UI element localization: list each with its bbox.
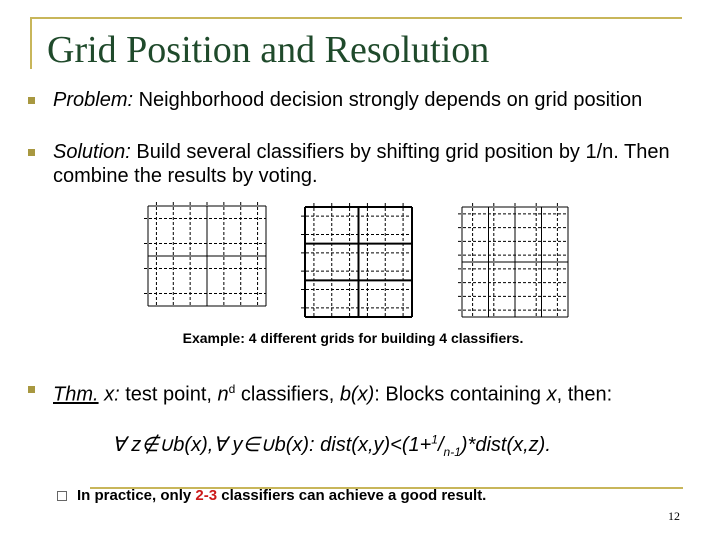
theorem-formula bbox=[112, 432, 551, 459]
formula-sub: n-1 bbox=[443, 445, 461, 459]
sub-bullet-text bbox=[77, 487, 486, 504]
sub-bullet-icon bbox=[57, 491, 67, 501]
theorem-n: n bbox=[217, 383, 229, 406]
formula-slash: / bbox=[437, 434, 444, 456]
sub-bullet-highlight: 2-3 bbox=[195, 487, 218, 504]
sub-bullet-part: In practice, only bbox=[77, 487, 196, 504]
grid-diagram-3 bbox=[458, 203, 568, 317]
theorem-d: d bbox=[228, 382, 236, 396]
theorem-text: classifiers, bbox=[235, 383, 340, 406]
theorem-label: Thm. bbox=[53, 383, 99, 406]
bullet-label: Problem: bbox=[53, 89, 134, 111]
theorem-text: test point, bbox=[119, 383, 218, 406]
grid-diagram-1 bbox=[144, 202, 266, 306]
bullet-text: Neighborhood decision strongly depends on grid position bbox=[133, 89, 643, 111]
bullet-text: Build several classifiers by shifting grid position by 1/n. Then combine the results by voting. bbox=[53, 141, 670, 187]
bullet-theorem bbox=[53, 377, 703, 407]
formula-part: ∀ z∉∪b(x),∀ y∈∪b(x): dist(x,y)<(1+ bbox=[112, 434, 432, 456]
page-number: 12 bbox=[668, 509, 680, 523]
grid-diagram-2 bbox=[301, 203, 412, 317]
theorem-text: , then: bbox=[556, 383, 613, 406]
theorem-text: : Blocks containing bbox=[374, 383, 547, 406]
theorem-x-label: x: bbox=[104, 383, 120, 406]
theorem-x: x bbox=[546, 383, 557, 406]
sub-bullet-part: classifiers can achieve a good result. bbox=[217, 487, 487, 504]
bullet-label: Solution: bbox=[53, 141, 131, 163]
theorem-bx: b(x) bbox=[339, 383, 375, 406]
formula-sup: 1 bbox=[431, 432, 438, 447]
bullet-square-icon bbox=[28, 386, 35, 393]
formula-part: )*dist(x,z). bbox=[460, 434, 551, 456]
slide-title: Grid Position and Resolution bbox=[47, 29, 490, 71]
figure-caption: Example: 4 different grids for building 4 classifiers. bbox=[182, 330, 524, 346]
